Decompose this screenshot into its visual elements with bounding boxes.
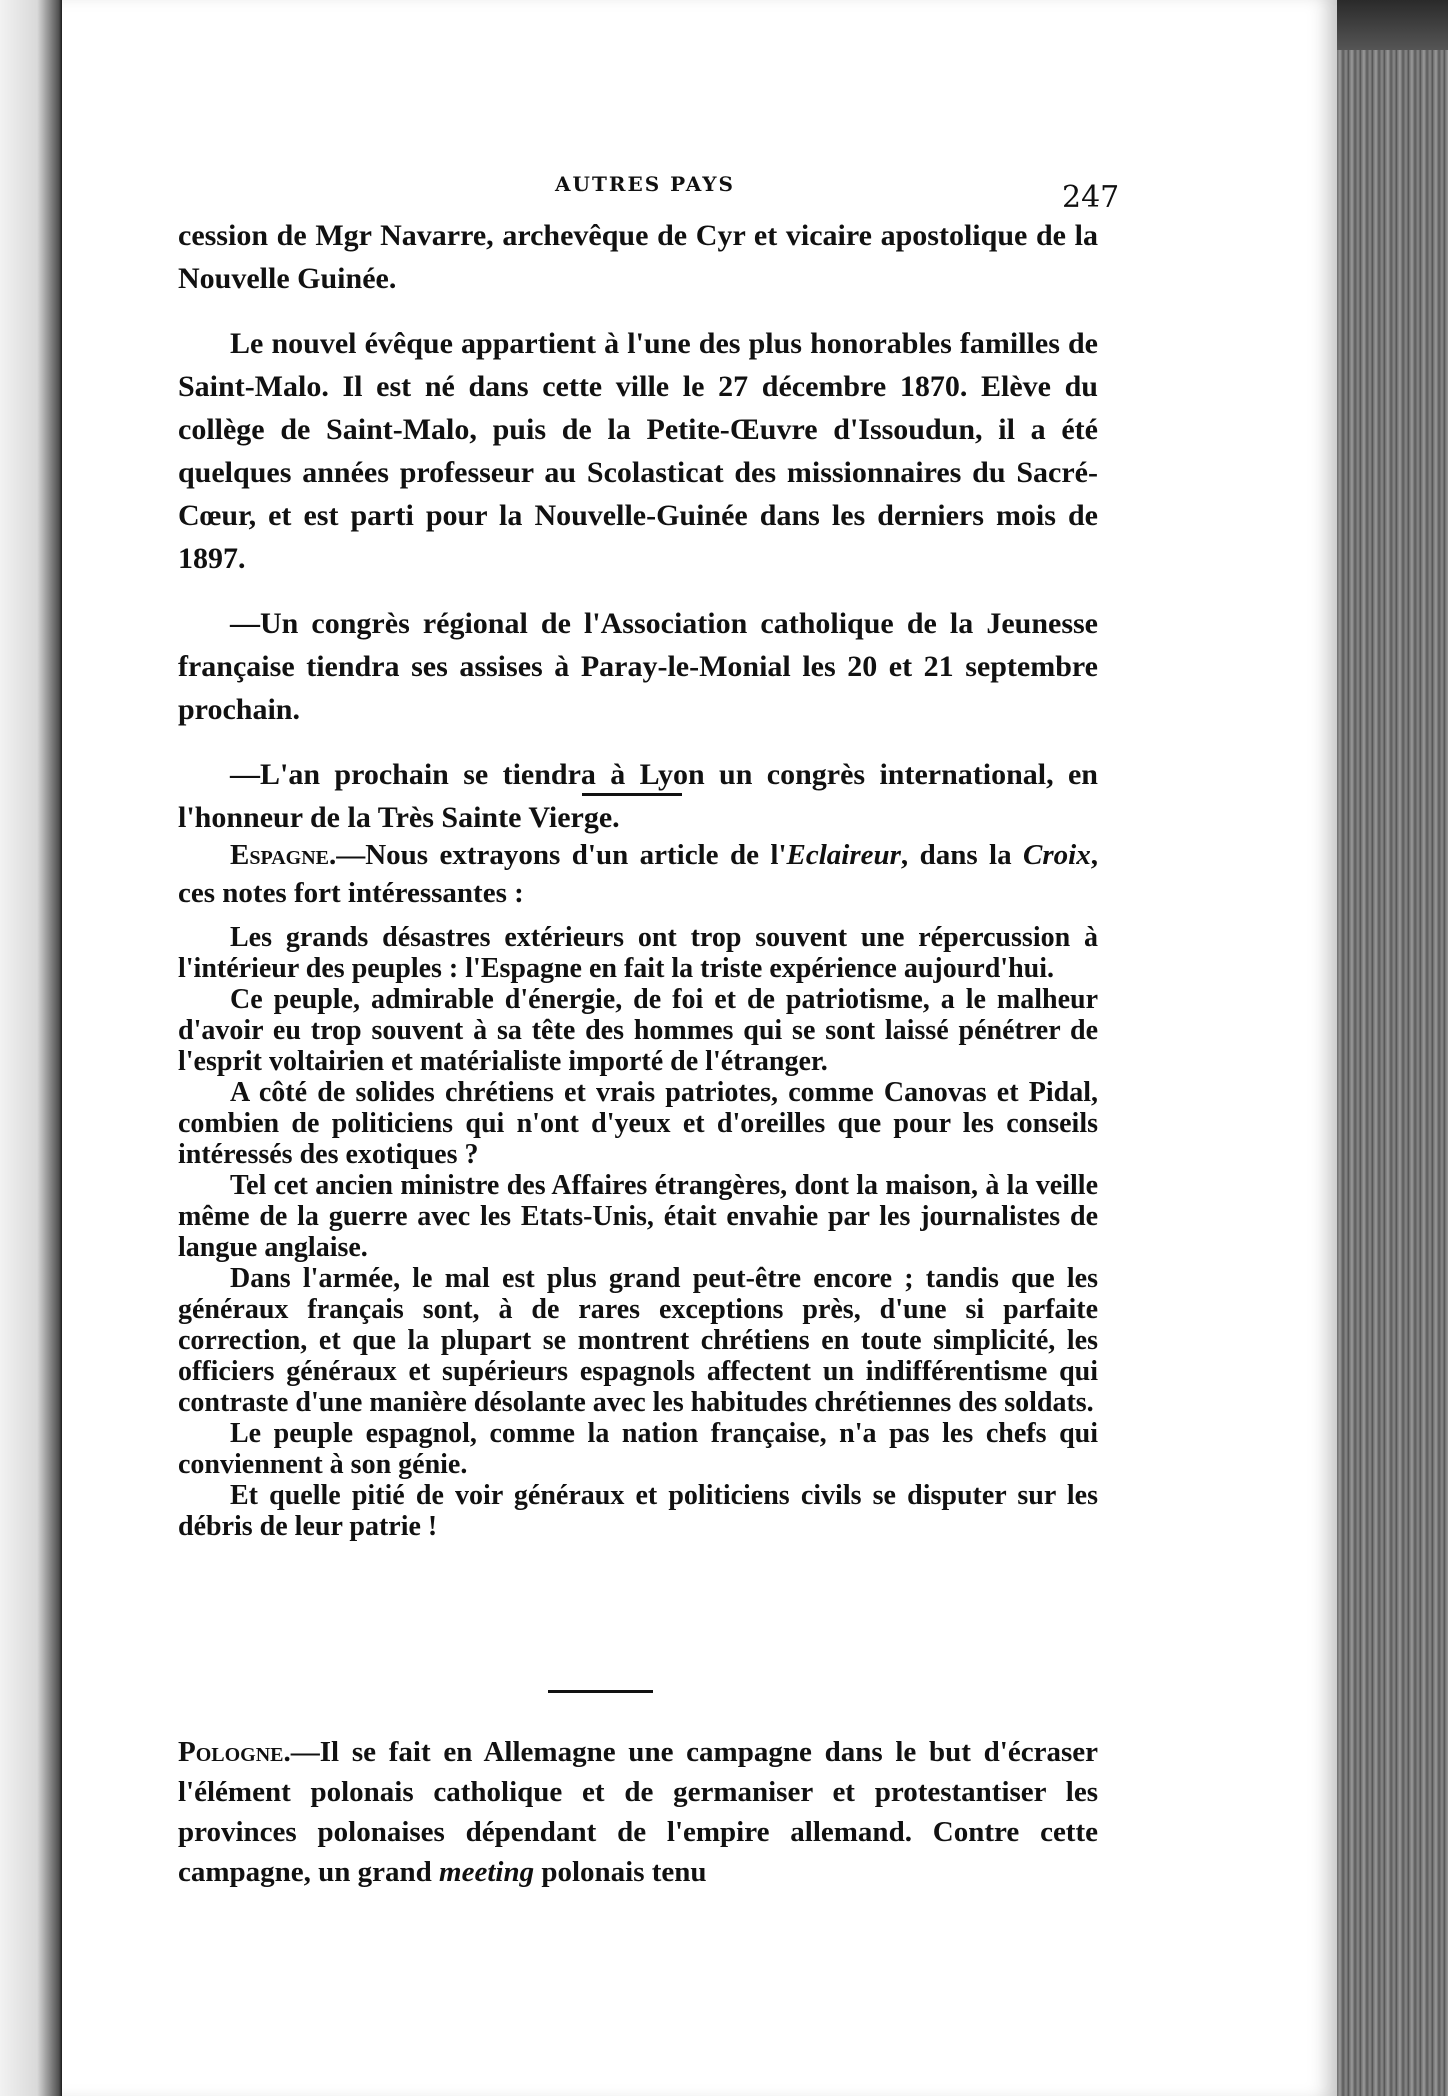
quote-paragraph: Les grands désastres extérieurs ont trop souvent une répercussion à l'intérieur des peuples : l'Espagne en fait la triste expérience aujourd'hui. bbox=[178, 922, 1098, 984]
left-page-edge bbox=[0, 0, 62, 2096]
body-text: polonais tenu bbox=[534, 1856, 707, 1888]
quote-paragraph: Tel cet ancien ministre des Affaires étrangères, dont la maison, à la veille même de la guerre avec les Etats-Unis, était envahie par les journalistes de langue anglaise. bbox=[178, 1170, 1098, 1263]
quote-paragraph: A côté de solides chrétiens et vrais patriotes, comme Canovas et Pidal, combien de politiciens qui n'ont d'yeux et d'oreilles que pour les conseils intéressés des exotiques ? bbox=[178, 1077, 1098, 1170]
paragraph: Le nouvel évêque appartient à l'une des plus honorables familles de Saint-Malo. Il est né dans cette ville le 27 décembre 1870. Elève du collège de Saint-Malo, puis de la Petite-Œuvre d'Issoudun, il a été quelques années professeur au Scolasticat des missionnaires du Sacré-Cœur, et est parti pour la Nouvelle-Guinée dans les derniers mois de 1897. bbox=[178, 327, 1098, 575]
book-edge-top bbox=[1337, 0, 1448, 50]
paragraph bbox=[178, 1732, 1098, 1892]
body-text: —Il se fait en Allemagne une campagne dans le but d'écraser l'élément polonais catholique et de germaniser et protestantiser les provinces polonaises dépendant de l'empire allemand. Contre cette campagne, un grand bbox=[178, 1736, 1098, 1888]
section-pologne bbox=[178, 1732, 1098, 1892]
section-divider bbox=[548, 1690, 653, 1693]
quoted-article bbox=[178, 922, 1098, 1542]
section-intro bbox=[178, 836, 1098, 912]
quote-paragraph: Ce peuple, admirable d'énergie, de foi et de patriotisme, a le malheur d'avoir eu trop souvent à sa tête des hommes qui se sont laissé pénétrer de l'esprit voltairien et matérialiste importé de l'étranger. bbox=[178, 984, 1098, 1077]
page-number: 247 bbox=[1062, 180, 1120, 215]
section-espagne bbox=[178, 836, 1098, 1542]
quote-paragraph: Dans l'armée, le mal est plus grand peut-être encore ; tandis que les généraux français sont, à de rares exceptions près, d'une si parfaite correction, et que la plupart se montrent chrétiens en toute simplicité, les officiers généraux et supérieurs espagnols affectent un indifférentisme qui contraste d'une manière désolante avec les habitudes chrétiennes des soldats. bbox=[178, 1263, 1098, 1418]
section-heading: Espagne. bbox=[230, 839, 337, 871]
intro-text: —Nous extrayons d'un article de l' bbox=[336, 839, 787, 871]
section-divider bbox=[582, 793, 682, 796]
running-header: AUTRES PAYS bbox=[555, 172, 735, 196]
intro-text: , ces notes fort intéressantes : bbox=[178, 839, 1098, 909]
paragraph: —Un congrès régional de l'Association catholique de la Jeunesse française tiendra ses assises à Paray-le-Monial les 20 et 21 septembre prochain. bbox=[178, 607, 1098, 726]
section-heading: Pologne. bbox=[178, 1736, 291, 1768]
quote-paragraph: Le peuple espagnol, comme la nation française, n'a pas les chefs qui conviennent à son génie. bbox=[178, 1418, 1098, 1480]
quote-paragraph: Et quelle pitié de voir généraux et politiciens civils se disputer sur les débris de leur patrie ! bbox=[178, 1480, 1098, 1542]
source-title: Eclaireur bbox=[786, 839, 901, 871]
source-title: Croix bbox=[1023, 839, 1091, 871]
paragraph: —L'an prochain se tiendra à Lyon un congrès international, en l'honneur de la Très Sainte Vierge. bbox=[178, 758, 1098, 834]
book-page-stack bbox=[1337, 50, 1448, 2096]
intro-text: , dans la bbox=[900, 839, 1024, 871]
paragraph: cession de Mgr Navarre, archevêque de Cyr et vicaire apostolique de la Nouvelle Guinée. bbox=[178, 219, 1098, 295]
section-news-france bbox=[178, 214, 1098, 839]
emphasis: meeting bbox=[439, 1856, 535, 1888]
